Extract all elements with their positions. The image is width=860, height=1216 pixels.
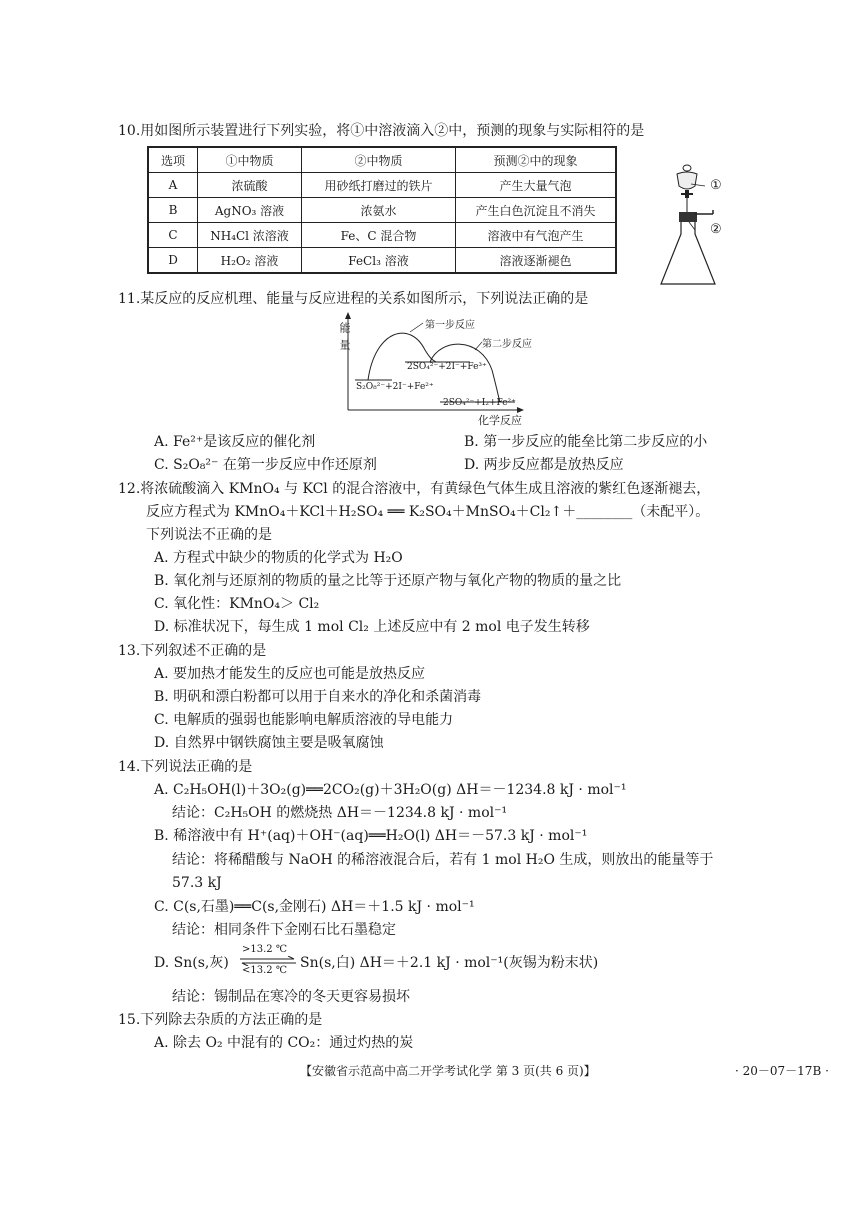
q12-option-b: B. 氧化剂与还原剂的物质的量之比等于还原产物与氧化产物的物质的量之比 <box>154 573 622 589</box>
table-cell: 溶液逐渐褪色 <box>456 248 617 274</box>
q12-option-d: D. 标准状况下，每生成 1 mol Cl₂ 上述反应中有 2 mol 电子发生转移 <box>154 619 590 635</box>
table-cell: B <box>148 198 198 223</box>
q13-option-a: A. 要加热才能发生的反应也可能是放热反应 <box>154 666 426 682</box>
q14-option-b: B. 稀溶液中有 H⁺(aq)＋OH⁻(aq)══H₂O(l) ΔH＝－57.3 kJ · mol⁻¹ <box>154 828 588 844</box>
table-header: 预测②中的现象 <box>456 147 617 173</box>
table-cell: C <box>148 223 198 248</box>
table-row <box>148 173 616 198</box>
step2-label: 第二步反应 <box>482 339 532 350</box>
q14-option-d-left: D. Sn(s,灰) <box>154 955 229 971</box>
q11-stem: 11.某反应的反应机理、能量与反应进程的关系如图所示，下列说法正确的是 <box>118 291 589 307</box>
q12-stem-1: 12.将浓硫酸滴入 KMnO₄ 与 KCl 的混合溶液中，有黄绿色气体生成且溶液的紫红色逐渐褪去， <box>118 481 711 497</box>
q14-option-c: C. C(s,石墨)══C(s,金刚石) ΔH＝＋1.5 kJ · mol⁻¹ <box>154 899 475 915</box>
products-label: 2SO₄²⁻+I₂+Fe²⁺ <box>443 398 516 408</box>
apparatus-label-2: ② <box>710 222 722 237</box>
table-header: ②中物质 <box>302 147 456 173</box>
q14-option-c-conclusion: 结论：相同条件下金刚石比石墨稳定 <box>172 922 396 938</box>
table-cell: FeCl₃ 溶液 <box>302 248 456 274</box>
table-row <box>148 198 616 223</box>
q12-stem-2: 反应方程式为 KMnO₄＋KCl＋H₂SO₄ ══ K₂SO₄＋MnSO₄＋Cl₂↑＋________（未配平）。 <box>146 504 710 520</box>
q15-option-a: A. 除去 O₂ 中混有的 CO₂：通过灼热的炭 <box>154 1035 414 1051</box>
q14-option-d-conclusion: 结论：锡制品在寒冷的冬天更容易损坏 <box>172 989 410 1005</box>
reactants-label: S₂O₈²⁻+2I⁻+Fe²⁺ <box>356 382 434 392</box>
table-cell: A <box>148 173 198 198</box>
step1-label: 第一步反应 <box>425 320 475 331</box>
table-header-row <box>148 147 616 173</box>
table-header: ①中物质 <box>198 147 302 173</box>
q14-option-a-conclusion: 结论：C₂H₅OH 的燃烧热 ΔH＝－1234.8 kJ · mol⁻¹ <box>172 805 508 821</box>
q15-stem: 15.下列除去杂质的方法正确的是 <box>118 1012 323 1028</box>
table-cell: H₂O₂ 溶液 <box>198 248 302 274</box>
apparatus-label-1: ① <box>710 178 722 193</box>
q14-option-b-conclusion-2: 57.3 kJ <box>172 875 222 891</box>
table-cell: D <box>148 248 198 274</box>
q11-option-c: C. S₂O₈²⁻ 在第一步反应中作还原剂 <box>154 457 377 473</box>
q12-option-a: A. 方程式中缺少的物质的化学式为 H₂O <box>154 550 403 566</box>
reaction-axis-label: 化学反应 <box>478 414 522 427</box>
footer-code: · 20－07－17B · <box>735 1064 829 1078</box>
q13-option-b: B. 明矾和漂白粉都可以用于自来水的净化和杀菌消毒 <box>154 689 482 705</box>
table-row <box>148 248 616 274</box>
apparatus-diagram <box>655 160 735 288</box>
q13-option-c: C. 电解质的强弱也能影响电解质溶液的导电能力 <box>154 712 454 728</box>
q14-option-d-right: Sn(s,白) ΔH＝＋2.1 kJ · mol⁻¹(灰锡为粉末状) <box>300 955 599 971</box>
table-cell: 产生大量气泡 <box>456 173 617 198</box>
energy-axis-label: 能量 <box>338 322 351 356</box>
q11-option-b: B. 第一步反应的能垒比第二步反应的小 <box>464 434 708 450</box>
q12-stem-3: 下列说法不正确的是 <box>146 527 272 543</box>
q12-option-c: C. 氧化性：KMnO₄＞ Cl₂ <box>154 596 320 612</box>
q10-table <box>147 146 617 274</box>
q11-option-a: A. Fe²⁺是该反应的催化剂 <box>154 434 316 450</box>
table-cell: Fe、C 混合物 <box>302 223 456 248</box>
table-cell: NH₄Cl 浓溶液 <box>198 223 302 248</box>
table-cell: AgNO₃ 溶液 <box>198 198 302 223</box>
intermediate-label: 2SO₄²⁻+2I⁻+Fe³⁺ <box>407 362 487 372</box>
q13-option-d: D. 自然界中钢铁腐蚀主要是吸氧腐蚀 <box>154 735 384 751</box>
q14-option-d-cond-top: >13.2 ℃ <box>242 944 288 955</box>
table-row <box>148 223 616 248</box>
q14-stem: 14.下列说法正确的是 <box>118 759 253 775</box>
q11-option-d: D. 两步反应都是放热反应 <box>464 457 624 473</box>
q14-option-a: A. C₂H₅OH(l)＋3O₂(g)══2CO₂(g)＋3H₂O(g) ΔH＝－1234.8 kJ · mol⁻¹ <box>154 782 627 798</box>
footer-title: 【安徽省示范高中高二开学考试化学 第 3 页(共 6 页)】 <box>300 1064 596 1078</box>
q10-stem: 10.用如图所示装置进行下列实验，将①中溶液滴入②中，预测的现象与实际相符的是 <box>118 123 645 139</box>
table-cell: 浓氨水 <box>302 198 456 223</box>
table-header: 选项 <box>148 147 198 173</box>
q14-option-b-conclusion-1: 结论：将稀醋酸与 NaOH 的稀溶液混合后，若有 1 mol H₂O 生成，则放出的能量等于 <box>172 852 714 868</box>
table-cell: 浓硫酸 <box>198 173 302 198</box>
table-cell: 用砂纸打磨过的铁片 <box>302 173 456 198</box>
q14-option-d-cond-bottom: <13.2 ℃ <box>242 965 288 976</box>
table-cell: 产生白色沉淀且不消失 <box>456 198 617 223</box>
q13-stem: 13.下列叙述不正确的是 <box>118 643 267 659</box>
table-cell: 溶液中有气泡产生 <box>456 223 617 248</box>
